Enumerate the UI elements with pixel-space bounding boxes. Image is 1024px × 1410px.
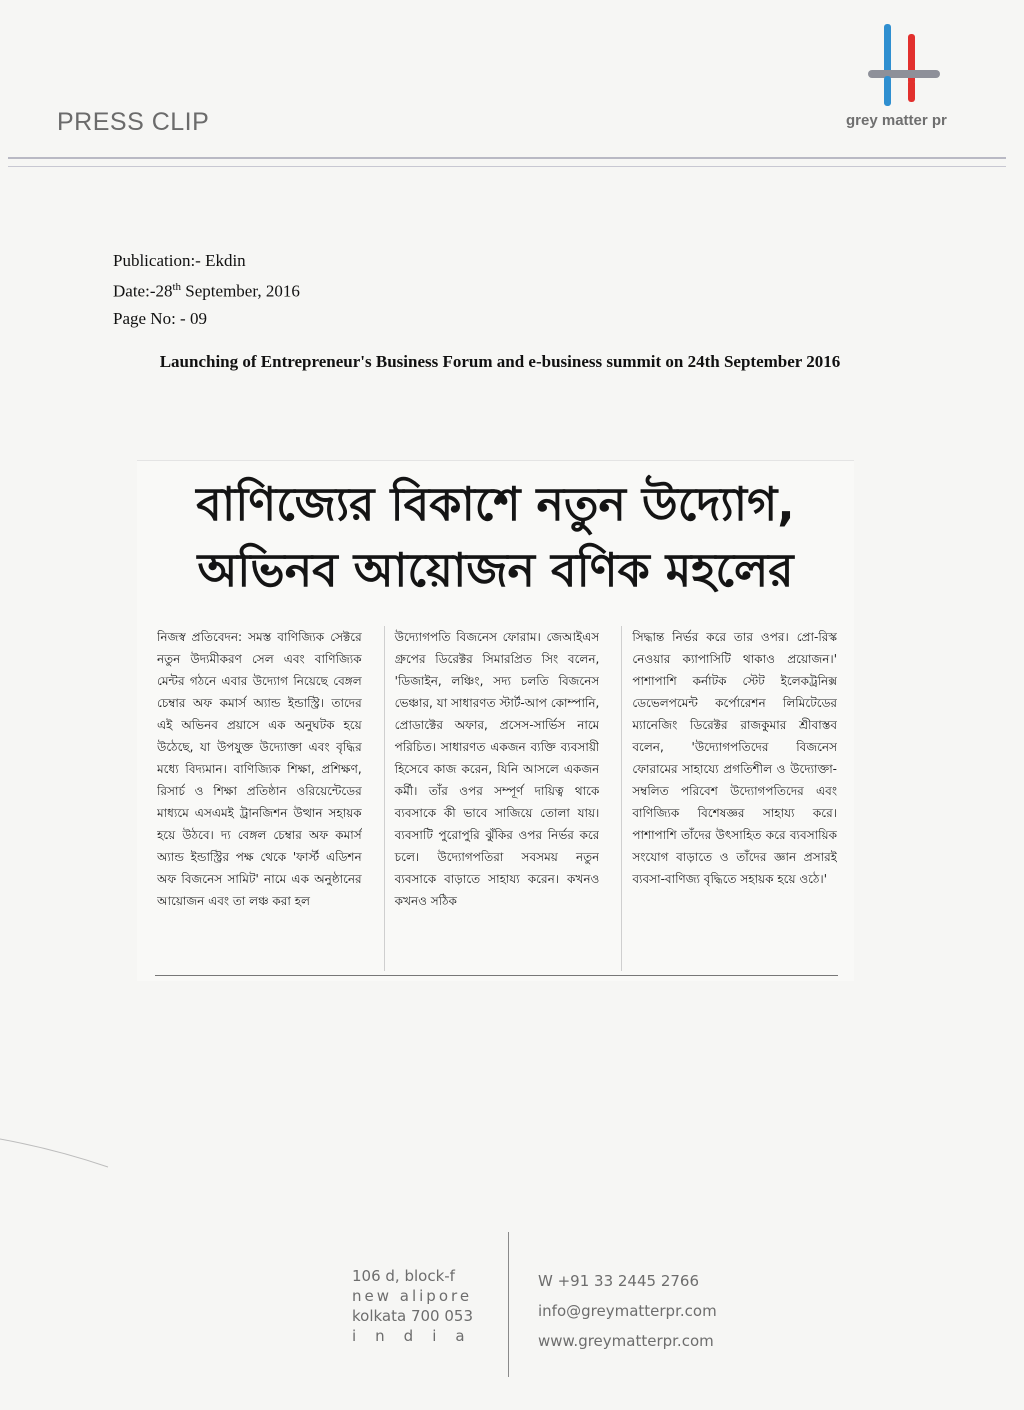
address-line-1: 106 d, block-f [352, 1267, 455, 1285]
footer-address [352, 1266, 484, 1346]
clip-headline: Launching of Entrepreneur's Business Forum and e-business summit on 24th September 2016 [159, 352, 841, 371]
newspaper-clipping [137, 460, 854, 981]
paper-fold-mark [0, 1135, 110, 1175]
website-link[interactable]: www.greymatterpr.com [538, 1332, 714, 1350]
footer-contact [538, 1266, 717, 1356]
article-title-line-1: বাণিজ্যের বিকাশে নতুন উদ্যোগ, [196, 477, 795, 531]
clip-bottom-rule [155, 975, 838, 976]
article-column-2: উদ্যোগপতি বিজনেস ফোরাম। জেআইএস গ্রুপের ডিরেক্টর সিমারপ্রিত সিং বলেন, 'ডিজাইন, লঞ্চিং, সদ্য চলতি বিজনেস ভেঞ্চার, যা সাধারণত স্টার্ট-আপ কোম্পানি, প্রোডাক্টের অফার, প্রসেস-সার্ভিস নামে পরিচিত। সাধারণত একজন ব্যক্তি ব্যবসায়ী হিসেবে কাজ করেন, যিনি আসলে একজন কর্মী। তাঁর ওপর সম্পূর্ণ দায়িত্ব থাকে ব্যবসাকে কী ভাবে সাজিয়ে তোলা যায়। ব্যবসাটি পুরোপুরি ঝুঁকির ওপর নির্ভর করে চলে। উদ্যোগপতিরা সবসময় নতুন ব্যবসাকে বাড়াতে সাহায্য করেন। কখনও কখনও সঠিক [384, 626, 600, 971]
article-title [137, 471, 854, 603]
address-line-2: new alipore [352, 1287, 473, 1305]
article-column-1: নিজস্ব প্রতিবেদন: সমস্ত বাণিজ্যিক সেক্টরে নতুন উদ্যমীকরণ সেল এবং বাণিজ্যিক মেন্টর গঠনে এবার উদ্যোগ নিয়েছে বেঙ্গল চেম্বার অফ কমার্স অ্যান্ড ইন্ডাস্ট্রি। তাদের এই অভিনব প্রয়াসে এক অনুঘটক হয়ে উঠেছে, যা উপযুক্ত উদ্যোক্তা এবং বৃদ্ধির মধ্যে বিদ্যমান। বাণিজ্যিক শিক্ষা, প্রশিক্ষণ, রিসার্চ ও শিক্ষা প্রতিষ্ঠান ওরিয়েন্টেডের মাধ্যমে এসএমই ট্রানজিশন উত্থান সহায়ক হয়ে উঠবে। দ্য বেঙ্গল চেম্বার অফ কমার্স অ্যান্ড ইন্ডাস্ট্রির পক্ষ থেকে 'ফার্স্ট এডিশন অফ বিজনেস সামিট' নামে এক অনুষ্ঠানের আয়োজন এবং তা লঞ্চ করা হল [157, 630, 362, 908]
header-rule-thin [8, 166, 1006, 167]
email-link[interactable]: info@greymatterpr.com [538, 1302, 717, 1320]
article-columns [157, 626, 837, 971]
article-column-3: সিদ্ধান্ত নির্ভর করে তার ওপর। প্রো-রিস্ক নেওয়ার ক্যাপাসিটি থাকাও প্রয়োজন।' পাশাপাশি কর্নাটক স্টেট ইলেকট্রনিক্স ডেভেলপমেন্ট কর্পোরেশন লিমিটেডের ম্যানেজিং ডিরেক্টর রাজকুমার শ্রীবাস্তব বলেন, 'উদ্যোগপতিদের বিজনেস ফোরামের সাহায্যে প্রগতিশীল ও উদ্যোক্তা-সম্বলিত পরিবেশ উদ্যোগপতিদের এবং বাণিজ্যিক বিশেষজ্ঞর সাহায্য করে। পাশাপাশি তাঁদের উৎসাহিত করে ব্যবসায়িক সংযোগ বাড়াতে ও তাঁদের জ্ঞান প্রসারই ব্যবসা-বাণিজ্য বৃদ্ধিতে সহায়ক হয়ে ওঠে।' [621, 626, 837, 971]
logo-text: grey matter pr [846, 112, 947, 129]
article-title-line-2: অভিনব আয়োজন বণিক মহলের [197, 543, 794, 597]
address-line-3: kolkata 700 053 [352, 1307, 473, 1325]
header-rule [8, 157, 1006, 159]
publication-meta [113, 247, 300, 332]
press-clip-title: PRESS CLIP [57, 108, 210, 136]
phone-number: W +91 33 2445 2766 [538, 1272, 699, 1290]
grey-matter-logo-icon [864, 20, 944, 112]
footer-divider [508, 1232, 509, 1377]
publication-line: Publication:- Ekdin [113, 251, 246, 270]
date-line: Date:-28th September, 2016 [113, 281, 300, 301]
address-line-4: india [352, 1327, 484, 1345]
page-line: Page No: - 09 [113, 308, 207, 328]
